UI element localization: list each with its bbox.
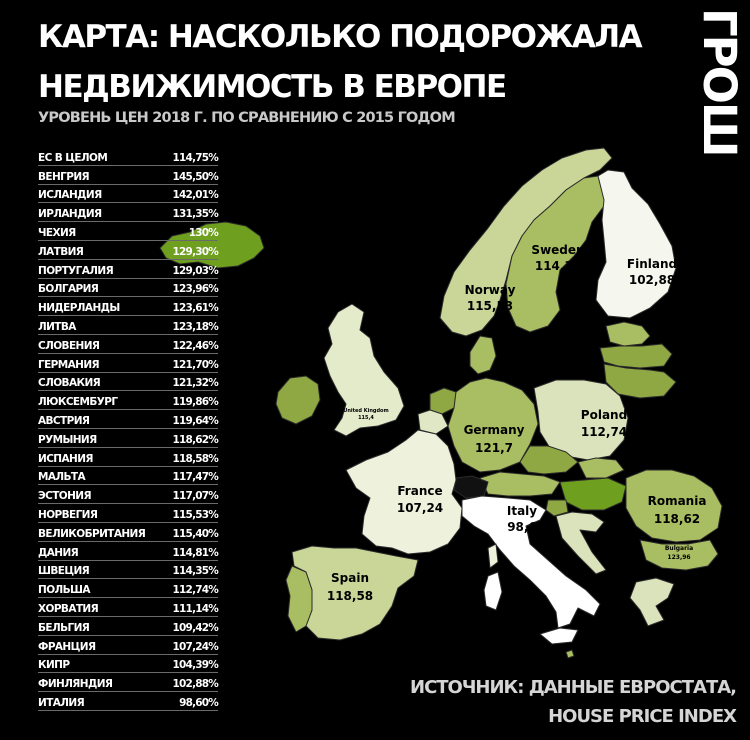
price-index-value: 123,96%	[172, 283, 218, 296]
country-name: ПОЛЬША	[38, 584, 90, 597]
price-index-value: 131,35%	[172, 208, 218, 221]
map-label-uk: United Kingdom	[343, 408, 389, 414]
table-row	[38, 166, 218, 185]
map-label-romania: Romania	[647, 494, 707, 508]
region-estonia	[606, 322, 650, 346]
map-label-germany: Germany	[463, 423, 525, 437]
country-name: ШВЕЦИЯ	[38, 565, 90, 578]
map-label-norway: Norway	[464, 283, 516, 297]
map-label-sweden: Sweden	[531, 243, 585, 257]
region-greece	[630, 578, 674, 626]
price-index-value: 117,07%	[172, 490, 218, 503]
region-austria	[480, 472, 560, 496]
table-row	[38, 485, 218, 504]
source-line-2: HOUSE PRICE INDEX	[548, 706, 736, 727]
map-value-finland: 102,88	[628, 273, 676, 287]
table-row	[38, 467, 218, 486]
map-label-spain: Spain	[331, 571, 369, 585]
table-row	[38, 373, 218, 392]
country-name: БОЛГАРИЯ	[38, 283, 99, 296]
region-ireland	[276, 376, 320, 424]
country-name: ИТАЛИЯ	[38, 696, 85, 709]
table-row	[38, 692, 218, 711]
price-index-value: 115,40%	[172, 527, 218, 540]
price-index-value: 112,74%	[172, 584, 218, 597]
table-row	[38, 504, 218, 523]
country-name: РУМЫНИЯ	[38, 433, 97, 446]
price-index-value: 114,35%	[172, 565, 218, 578]
price-index-value: 109,42%	[172, 621, 218, 634]
region-sicily	[540, 628, 578, 644]
price-index-value: 129,30%	[172, 245, 218, 258]
region-latvia	[600, 344, 672, 368]
source-line-1: ИСТОЧНИК: ДАННЫЕ ЕВРОСТАТА,	[410, 677, 736, 698]
region-finland	[596, 170, 676, 318]
price-index-value: 145,50%	[172, 170, 218, 183]
title-line-2: НЕДВИЖИМОСТЬ В ЕВРОПЕ	[38, 69, 506, 105]
country-name: ИСЛАНДИЯ	[38, 189, 102, 202]
map-value-italy: 98,6	[507, 520, 537, 534]
country-name: БЕЛЬГИЯ	[38, 621, 90, 634]
country-name: ФИНЛЯНДИЯ	[38, 678, 113, 691]
map-value-sweden: 114,35	[534, 259, 582, 273]
price-index-value: 119,64%	[172, 414, 218, 427]
price-index-value: 102,88%	[172, 678, 218, 691]
country-name: ДАНИЯ	[38, 546, 79, 559]
map-value-germany: 121,7	[475, 441, 513, 455]
region-corsica	[488, 544, 498, 568]
country-name: КИПР	[38, 659, 70, 672]
map-value-uk: 115,4	[358, 415, 374, 421]
country-name: ЛИТВА	[38, 320, 76, 333]
region-slovakia	[578, 458, 624, 478]
map-label-finland: Finland	[626, 257, 678, 271]
region-malta	[566, 650, 574, 658]
region-netherlands	[430, 388, 456, 414]
price-index-value: 115,53%	[172, 508, 218, 521]
country-name: СЛОВЕНИЯ	[38, 339, 100, 352]
table-row	[38, 203, 218, 222]
price-table	[38, 147, 218, 711]
table-row	[38, 523, 218, 542]
table-row	[38, 222, 218, 241]
table-row	[38, 147, 218, 166]
price-index-value: 142,01%	[172, 189, 218, 202]
table-row	[38, 354, 218, 373]
region-hungary	[560, 478, 626, 510]
table-row	[38, 579, 218, 598]
table-row	[38, 636, 218, 655]
country-name: ГЕРМАНИЯ	[38, 358, 99, 371]
price-index-value: 98,60%	[179, 696, 218, 709]
map-label-poland: Poland	[580, 408, 628, 422]
title-line-1: КАРТА: НАСКОЛЬКО ПОДОРОЖАЛА	[38, 19, 642, 55]
price-index-value: 119,86%	[172, 396, 218, 409]
country-name: ЧЕХИЯ	[38, 226, 76, 239]
region-sardinia	[484, 572, 502, 610]
price-index-value: 118,58%	[172, 452, 218, 465]
country-name: ЕС В ЦЕЛОМ	[38, 151, 108, 164]
price-index-value: 104,39%	[172, 659, 218, 672]
table-row	[38, 542, 218, 561]
table-row	[38, 297, 218, 316]
country-name: ЛЮКСЕМБУРГ	[38, 396, 118, 409]
region-croatia	[556, 512, 606, 574]
table-row	[38, 655, 218, 674]
map-value-france: 107,24	[396, 501, 444, 515]
country-name: НИДЕРЛАНДЫ	[38, 302, 120, 315]
map-value-romania: 118,62	[653, 512, 701, 526]
country-name: ФРАНЦИЯ	[38, 640, 96, 653]
map-value-norway: 115,53	[466, 299, 514, 313]
price-index-value: 114,81%	[172, 546, 218, 559]
table-row	[38, 241, 218, 260]
price-index-value: 118,62%	[172, 433, 218, 446]
table-row	[38, 598, 218, 617]
price-index-value: 121,32%	[172, 377, 218, 390]
price-index-value: 107,24%	[172, 640, 218, 653]
price-index-value: 114,75%	[172, 151, 218, 164]
map-label-italy: Italy	[506, 504, 538, 518]
map-value-bulgaria: 123,96	[667, 554, 691, 561]
country-name: ИРЛАНДИЯ	[38, 208, 102, 221]
country-name: ЛАТВИЯ	[38, 245, 84, 258]
map-value-spain: 118,58	[326, 589, 374, 603]
page-subtitle: УРОВЕНЬ ЦЕН 2018 Г. ПО СРАВНЕНИЮ С 2015 ГОДОМ	[38, 110, 455, 126]
country-name: СЛОВАКИЯ	[38, 377, 101, 390]
price-index-value: 121,70%	[172, 358, 218, 371]
country-name: АВСТРИЯ	[38, 414, 90, 427]
country-name: ВЕНГРИЯ	[38, 170, 90, 183]
country-name: ВЕЛИКОБРИТАНИЯ	[38, 527, 146, 540]
table-row	[38, 335, 218, 354]
table-row	[38, 260, 218, 279]
table-row	[38, 316, 218, 335]
grosh-logo: ГРОШ	[693, 8, 746, 156]
country-name: ИСПАНИЯ	[38, 452, 93, 465]
country-name: ЭСТОНИЯ	[38, 490, 91, 503]
page-title	[38, 12, 641, 112]
table-row	[38, 429, 218, 448]
price-index-value: 122,46%	[172, 339, 218, 352]
table-row	[38, 448, 218, 467]
source-note	[410, 673, 736, 731]
price-index-value: 123,18%	[172, 320, 218, 333]
country-name: НОРВЕГИЯ	[38, 508, 98, 521]
table-row	[38, 391, 218, 410]
table-row	[38, 185, 218, 204]
map-label-bulgaria: Bulgaria	[664, 545, 694, 552]
region-denmark	[470, 336, 496, 374]
price-index-value: 129,03%	[172, 264, 218, 277]
price-index-value: 117,47%	[172, 471, 218, 484]
country-name: ХОРВАТИЯ	[38, 602, 99, 615]
price-index-value: 123,61%	[172, 302, 218, 315]
price-index-value: 111,14%	[172, 602, 218, 615]
table-row	[38, 279, 218, 298]
price-index-value: 130%	[188, 226, 218, 239]
table-row	[38, 673, 218, 692]
country-name: ПОРТУГАЛИЯ	[38, 264, 114, 277]
map-value-poland: 112,74	[580, 425, 628, 439]
table-row	[38, 561, 218, 580]
table-row	[38, 617, 218, 636]
country-name: МАЛЬТА	[38, 471, 85, 484]
table-row	[38, 410, 218, 429]
map-label-france: France	[397, 484, 443, 498]
